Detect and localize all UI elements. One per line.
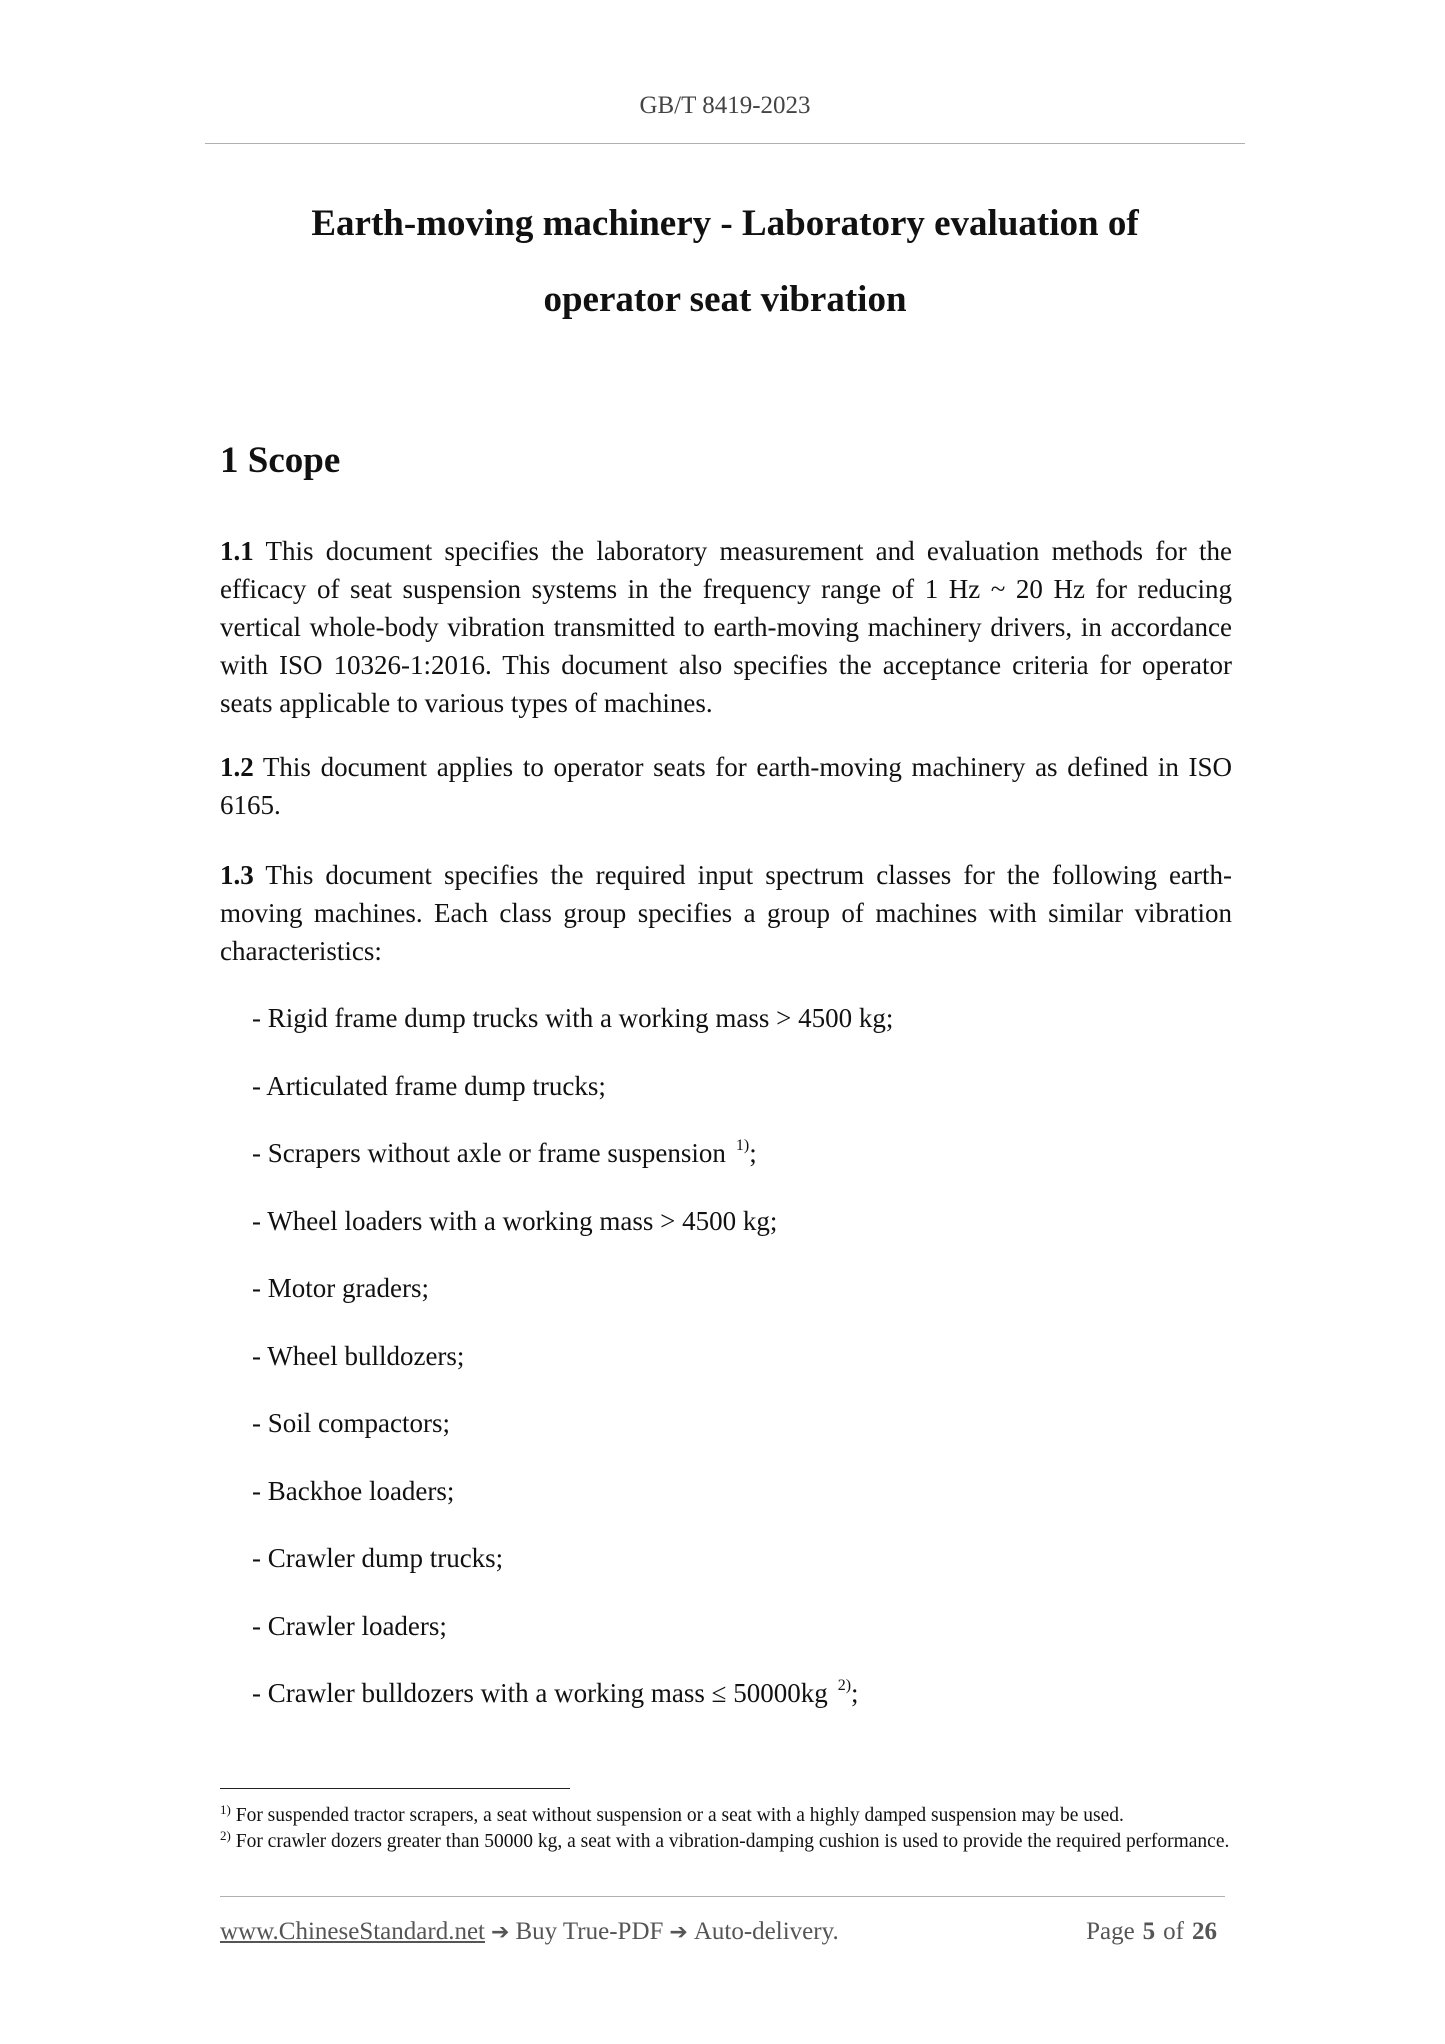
page-label: Page <box>1086 1918 1135 1945</box>
paragraph-1-1 <box>220 532 1232 722</box>
auto-delivery-text: Auto-delivery. <box>693 1918 839 1945</box>
list-item: - Wheel bulldozers; <box>252 1340 465 1371</box>
footnote-ref[interactable]: 1) <box>735 1137 750 1154</box>
paragraph-1-3 <box>220 856 1232 970</box>
list-item: - Soil compactors; <box>252 1408 450 1438</box>
document-title <box>205 186 1245 338</box>
buy-pdf-text: Buy True-PDF <box>515 1918 664 1945</box>
clause-text: This document specifies the required input spectrum classes for the following earth-moving machines. Each class group specifies a group of machines with similar vibration characteristics: <box>220 860 1232 966</box>
paragraph-1-2 <box>220 748 1232 824</box>
header-divider <box>205 143 1245 144</box>
title-line-1: Earth-moving machinery - Laboratory evaluation of <box>311 203 1139 244</box>
list-item: - Wheel loaders with a working mass > 4500 kg; <box>252 1205 778 1236</box>
arrow-right-icon: ➔ <box>491 1920 510 1945</box>
list-item: - Crawler dump trucks; <box>252 1543 504 1573</box>
footer-promo <box>220 1918 839 1946</box>
list-item: - Crawler bulldozers with a working mass ≤ 50000kg $^{2)}$; <box>252 1677 859 1708</box>
current-page: 5 <box>1142 1918 1156 1945</box>
clause-number: 1.3 <box>220 860 254 890</box>
document-id-header: GB/T 8419-2023 <box>639 92 811 119</box>
clause-number: 1.1 <box>220 536 254 566</box>
title-line-2: operator seat vibration <box>543 279 907 320</box>
list-item: - Articulated frame dump trucks; <box>252 1070 606 1101</box>
clause-text: This document specifies the laboratory measurement and evaluation methods for the efficacy of seat suspension systems in the frequency range of 1 Hz ~ 20 Hz for reducing vertical whole-body vibration transmitted to earth-moving machinery drivers, in accordance with ISO 10326-1:2016. This document also specifies the acceptance criteria for operator seats applicable to various types of machines. <box>220 536 1232 718</box>
footnote-mark: 2) <box>220 1828 231 1843</box>
list-item: - Motor graders; <box>252 1273 429 1303</box>
footnote-text: For suspended tractor scrapers, a seat without suspension or a seat with a highly damped suspension may be used. <box>230 1805 1124 1826</box>
arrow-right-icon: ➔ <box>669 1920 688 1945</box>
page-of-label: of <box>1163 1918 1184 1945</box>
footnote-text: For crawler dozers greater than 50000 kg, a seat with a vibration-damping cushion is used to provide the required performance. <box>230 1831 1230 1852</box>
total-pages: 26 <box>1192 1918 1217 1945</box>
footer-divider <box>220 1896 1225 1897</box>
list-item: - Rigid frame dump trucks with a working mass > 4500 kg; <box>252 1003 894 1033</box>
clause-number: 1.2 <box>220 752 254 782</box>
clause-text: This document applies to operator seats for earth-moving machinery as defined in ISO 6165. <box>220 752 1232 820</box>
footnote-2 <box>220 1830 1232 1854</box>
list-item: - Scrapers without axle or frame suspension $^{1)}$; <box>252 1137 757 1168</box>
website-link[interactable]: www.ChineseStandard.net <box>220 1918 485 1945</box>
page-number <box>1086 1918 1225 1946</box>
footnote-1 <box>220 1804 1232 1828</box>
list-item: - Backhoe loaders; <box>252 1475 455 1506</box>
section-heading-scope: 1 Scope <box>220 440 341 481</box>
footnote-ref[interactable]: 2) <box>837 1677 852 1694</box>
list-item: - Crawler loaders; <box>252 1610 447 1641</box>
footnote-divider <box>220 1788 570 1789</box>
machine-list <box>252 998 893 1741</box>
footnote-mark: 1) <box>220 1802 231 1817</box>
